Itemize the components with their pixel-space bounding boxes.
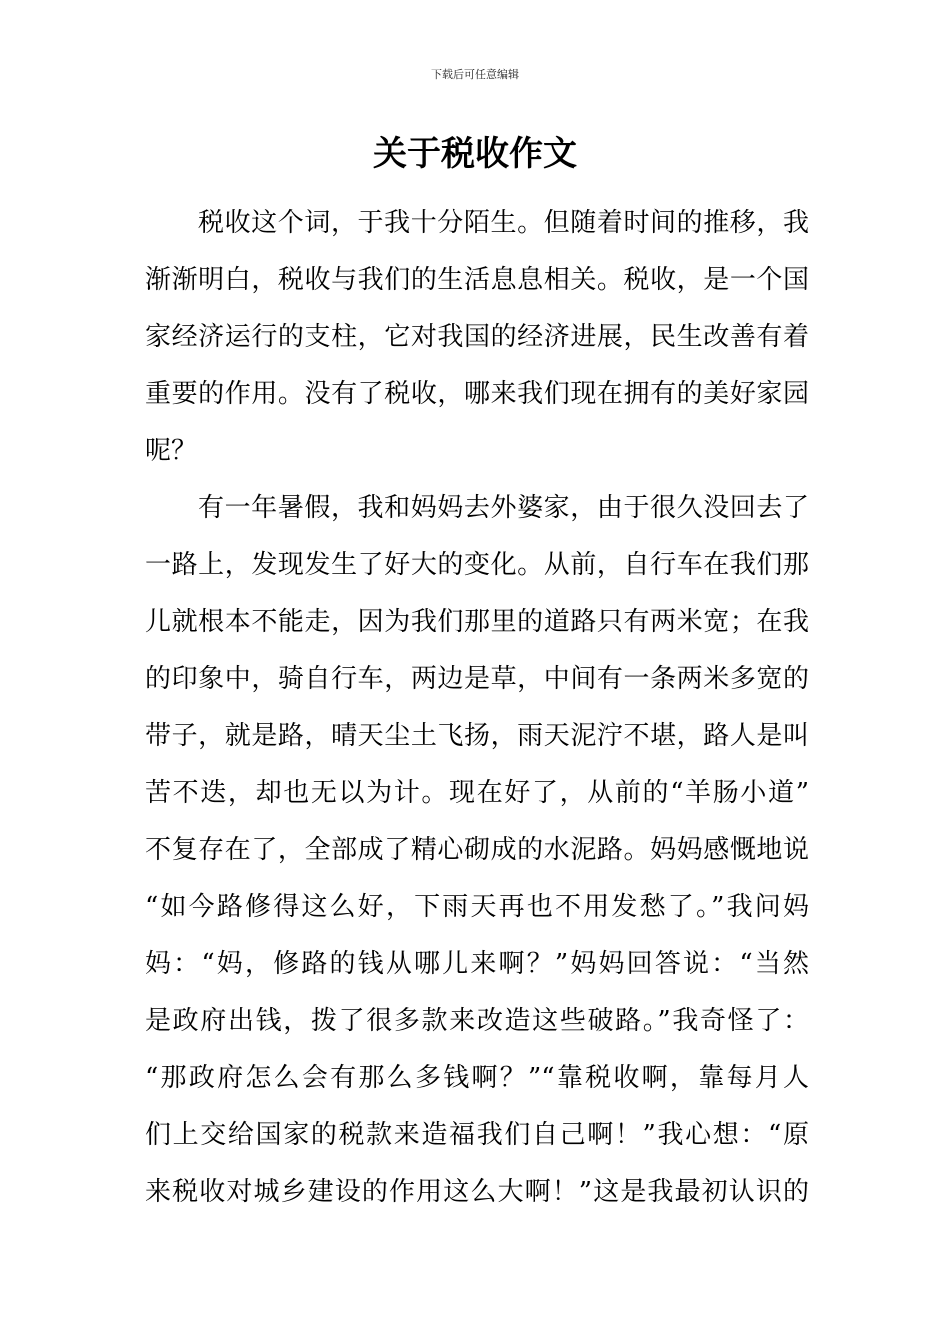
text-line: 来税收对城乡建设的作用这么大啊！”这是我最初认识的 [145,1177,809,1207]
text-line: 儿就根本不能走，因为我们那里的道路只有两米宽；在我 [145,607,809,637]
text-line: 税收这个词，于我十分陌生。但随着时间的推移，我 [198,208,809,238]
text-line: 有一年暑假，我和妈妈去外婆家，由于很久没回去了 [198,493,809,523]
text-line: 一路上，发现发生了好大的变化。从前，自行车在我们那 [145,550,809,580]
text-line: 妈：“妈，修路的钱从哪儿来啊？”妈妈回答说：“当然 [145,949,809,979]
paragraph-1 [145,195,809,480]
text-line: 带子，就是路，晴天尘土飞扬，雨天泥泞不堪，路人是叫 [145,721,809,751]
text-line: 重要的作用。没有了税收，哪来我们现在拥有的美好家园 [145,379,809,409]
text-line: “那政府怎么会有那么多钱啊？”“靠税收啊，靠每月人 [145,1063,809,1093]
text-line: 们上交给国家的税款来造福我们自己啊！”我心想：“原 [145,1120,809,1150]
text-line: 是政府出钱，拨了很多款来改造这些破路。”我奇怪了： [145,1006,809,1036]
text-line: 的印象中，骑自行车，两边是草，中间有一条两米多宽的 [145,664,809,694]
paragraph-2 [145,480,809,1221]
text-line: 苦不迭，却也无以为计。现在好了，从前的“羊肠小道” [145,778,809,808]
document-title: 关于税收作文 [373,134,577,174]
text-line: “如今路修得这么好，下雨天再也不用发愁了。”我问妈 [145,892,809,922]
text-line: 呢？ [145,436,198,466]
text-line: 家经济运行的支柱，它对我国的经济进展，民生改善有着 [145,322,809,352]
text-line: 不复存在了，全部成了精心砌成的水泥路。妈妈感慨地说 [145,835,809,865]
header-note: 下载后可任意编辑 [431,68,519,81]
text-line: 渐渐明白，税收与我们的生活息息相关。税收，是一个国 [145,265,809,295]
document-body [145,195,809,1221]
